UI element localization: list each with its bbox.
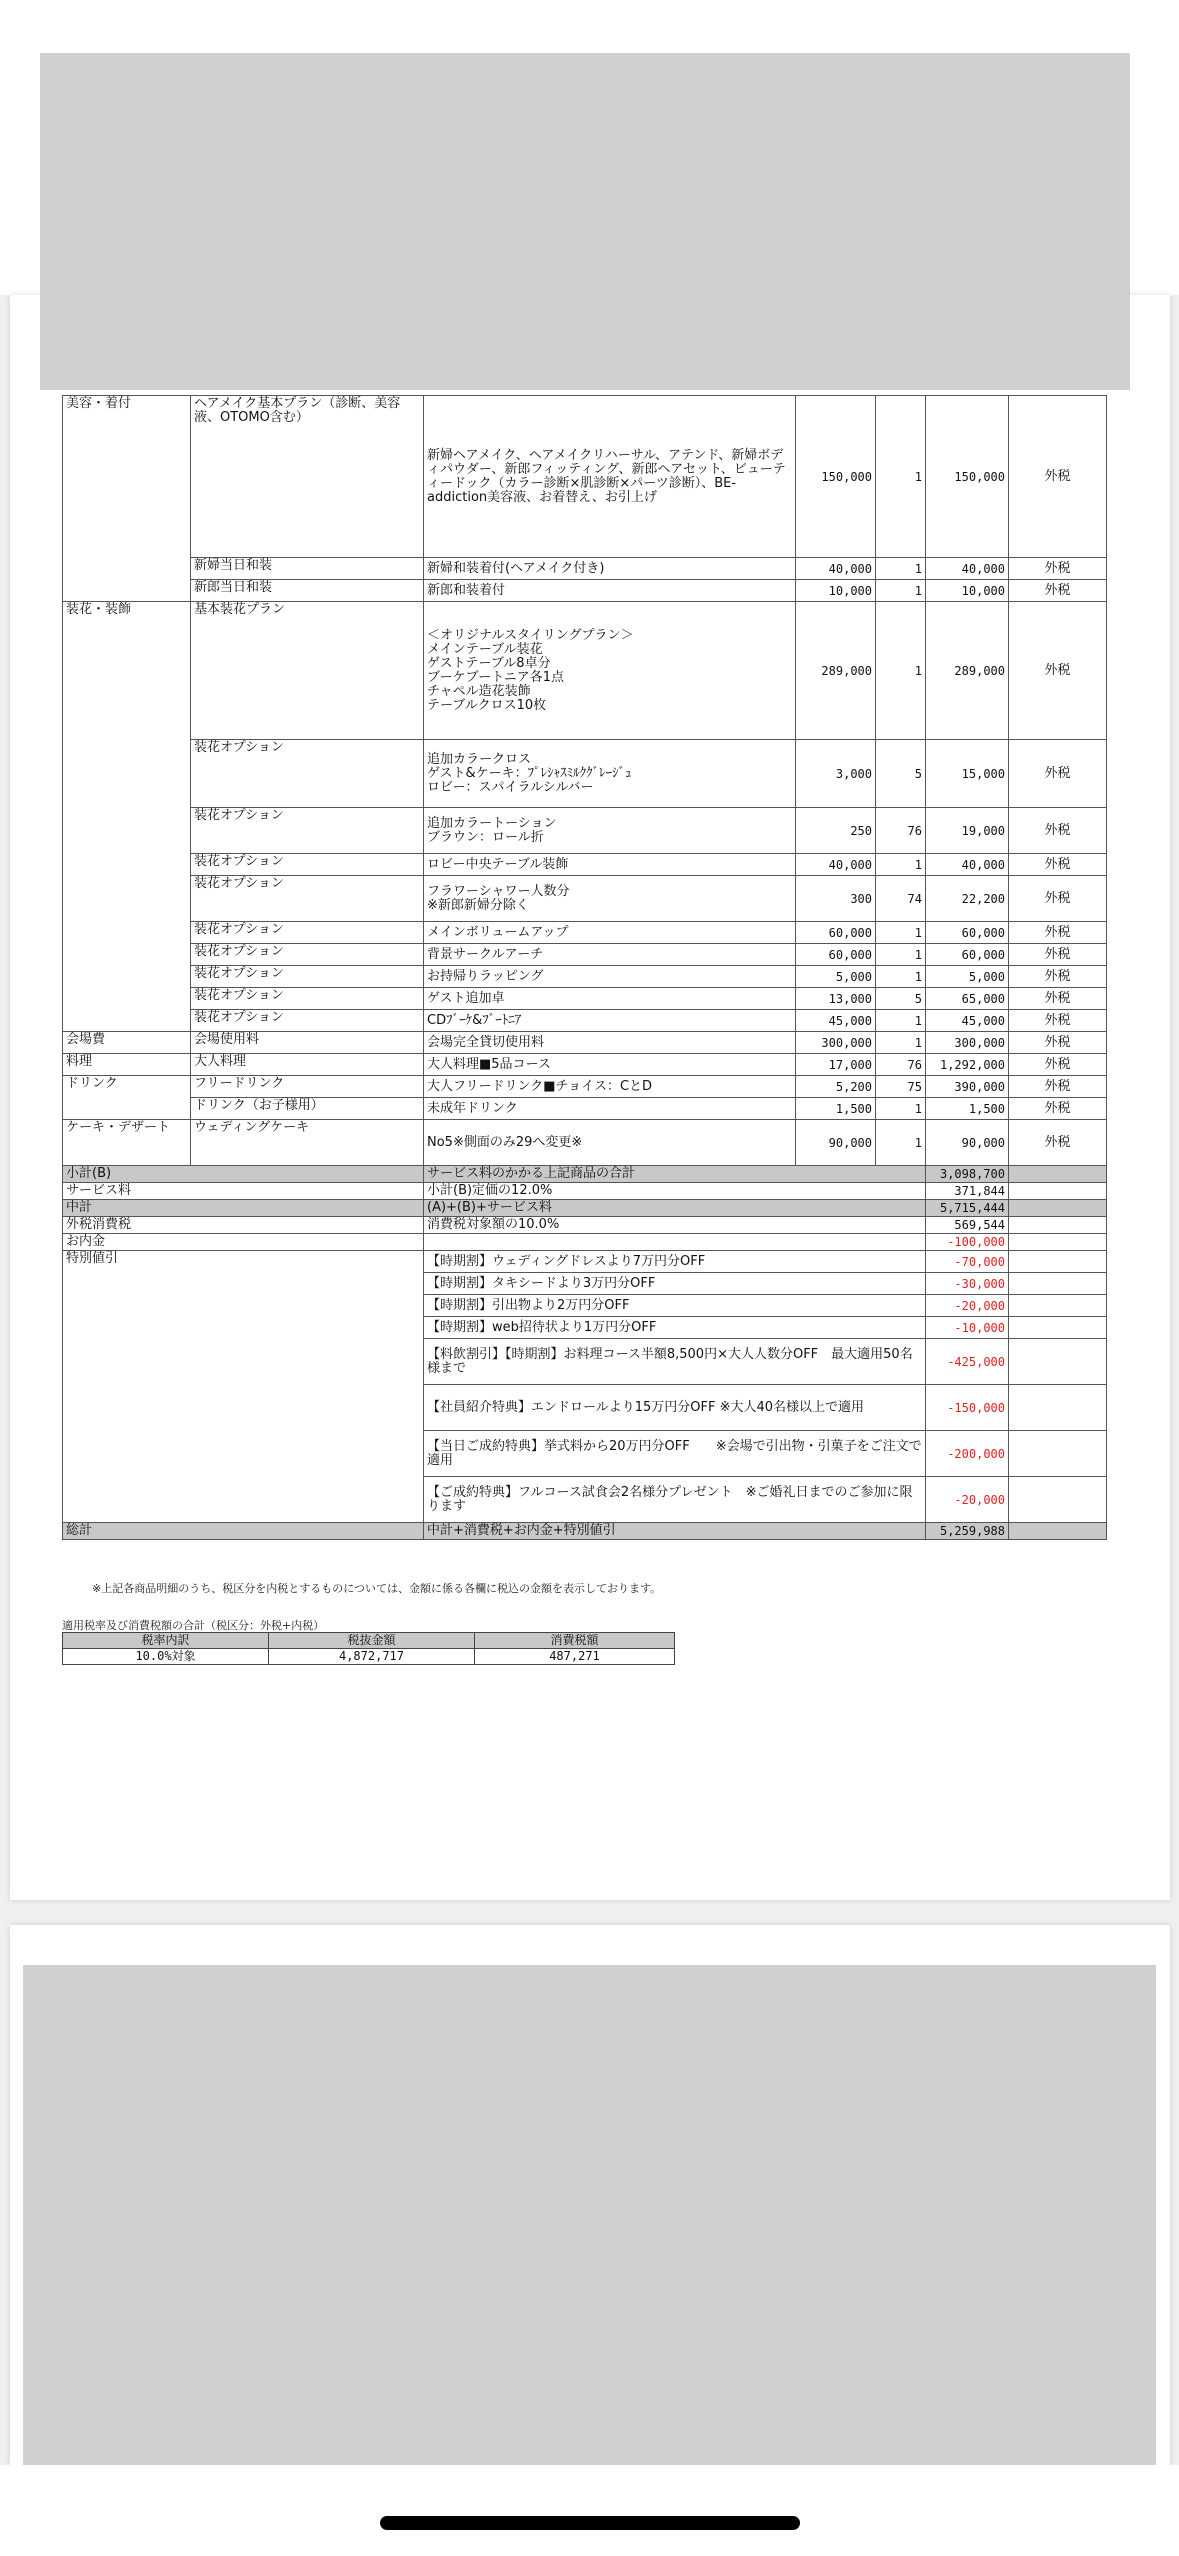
amount-cell: 19,000: [926, 808, 1009, 854]
tax-type-cell: 外税: [1009, 966, 1107, 988]
summary-blank-cell: [1009, 1200, 1107, 1217]
tax-type-cell: 外税: [1009, 854, 1107, 876]
line-item-row: [63, 876, 1107, 922]
tax-type-cell: 外税: [1009, 1076, 1107, 1098]
discount-amount-cell: -200,000: [926, 1431, 1009, 1477]
summary-row: [63, 1200, 1107, 1217]
discount-amount-cell: -20,000: [926, 1477, 1009, 1523]
summary-desc-cell: サービス料のかかる上記商品の合計: [424, 1166, 926, 1183]
tax-summary-header: [63, 1633, 675, 1649]
line-item-row: [63, 854, 1107, 876]
amount-cell: 40,000: [926, 854, 1009, 876]
tax-type-cell: 外税: [1009, 1098, 1107, 1120]
tax-type-cell: 外税: [1009, 1120, 1107, 1166]
discount-label-cell: 特別値引: [63, 1251, 424, 1523]
amount-cell: 1,292,000: [926, 1054, 1009, 1076]
amount-cell: 65,000: [926, 988, 1009, 1010]
item-name-cell: 会場使用料: [191, 1032, 424, 1054]
item-name-cell: 大人料理: [191, 1054, 424, 1076]
description-cell: 新婦和装着付(ヘアメイク付き): [424, 558, 796, 580]
tax-type-cell: 外税: [1009, 808, 1107, 854]
tax-type-cell: 外税: [1009, 396, 1107, 558]
description-cell: 大人フリードリンク■チョイス：CとD: [424, 1076, 796, 1098]
tax-type-cell: 外税: [1009, 922, 1107, 944]
tax-type-cell: 外税: [1009, 1010, 1107, 1032]
unit-price-cell: 45,000: [796, 1010, 876, 1032]
line-item-row: [63, 602, 1107, 740]
total-desc-cell: 中計+消費税+お内金+特別値引: [424, 1523, 926, 1540]
quantity-cell: 1: [876, 558, 926, 580]
description-cell: ＜オリジナルスタイリングプラン＞ メインテーブル装花 ゲストテーブル8卓分 ブーケブートニア各1点 チャペル造花装飾 テーブルクロス10枚: [424, 602, 796, 740]
category-cell: ケーキ・デザート: [63, 1120, 191, 1166]
tax-type-cell: 外税: [1009, 602, 1107, 740]
quantity-cell: 1: [876, 1120, 926, 1166]
tax-type-cell: 外税: [1009, 580, 1107, 602]
category-cell: 美容・着付: [63, 396, 191, 602]
line-item-row: [63, 944, 1107, 966]
estimate-table: [62, 395, 1107, 1540]
category-cell: 料理: [63, 1054, 191, 1076]
item-name-cell: 装花オプション: [191, 854, 424, 876]
line-item-row: [63, 1032, 1107, 1054]
summary-amount-cell: -100,000: [926, 1234, 1009, 1251]
unit-price-cell: 17,000: [796, 1054, 876, 1076]
discount-blank-cell: [1009, 1385, 1107, 1431]
item-name-cell: 装花オプション: [191, 876, 424, 922]
summary-amount-cell: 569,544: [926, 1217, 1009, 1234]
unit-price-cell: 300,000: [796, 1032, 876, 1054]
unit-price-cell: 60,000: [796, 944, 876, 966]
unit-price-cell: 5,200: [796, 1076, 876, 1098]
quantity-cell: 1: [876, 396, 926, 558]
quantity-cell: 76: [876, 808, 926, 854]
discount-amount-cell: -20,000: [926, 1295, 1009, 1317]
tax-type-cell: 外税: [1009, 876, 1107, 922]
unit-price-cell: 60,000: [796, 922, 876, 944]
item-name-cell: 装花オプション: [191, 808, 424, 854]
summary-blank-cell: [1009, 1217, 1107, 1234]
amount-cell: 300,000: [926, 1032, 1009, 1054]
line-item-row: [63, 396, 1107, 558]
line-item-row: [63, 1098, 1107, 1120]
discount-amount-cell: -30,000: [926, 1273, 1009, 1295]
quantity-cell: 5: [876, 740, 926, 808]
item-name-cell: 装花オプション: [191, 740, 424, 808]
category-cell: 装花・装飾: [63, 602, 191, 1032]
quantity-cell: 1: [876, 1098, 926, 1120]
amount-cell: 40,000: [926, 558, 1009, 580]
item-name-cell: 新郎当日和装: [191, 580, 424, 602]
summary-label-cell: 中計: [63, 1200, 424, 1217]
tax-type-cell: 外税: [1009, 988, 1107, 1010]
unit-price-cell: 289,000: [796, 602, 876, 740]
item-name-cell: ウェディングケーキ: [191, 1120, 424, 1166]
tax-type-cell: 外税: [1009, 1054, 1107, 1076]
summary-desc-cell: 消費税対象額の10.0%: [424, 1217, 926, 1234]
summary-label-cell: お内金: [63, 1234, 424, 1251]
tax-type-cell: 外税: [1009, 558, 1107, 580]
tax-summary-table: [62, 1632, 675, 1665]
quantity-cell: 1: [876, 602, 926, 740]
amount-cell: 90,000: [926, 1120, 1009, 1166]
description-cell: ゲスト追加卓: [424, 988, 796, 1010]
discount-blank-cell: [1009, 1431, 1107, 1477]
line-item-row: [63, 966, 1107, 988]
quantity-cell: 76: [876, 1054, 926, 1076]
unit-price-cell: 90,000: [796, 1120, 876, 1166]
description-cell: No5※側面のみ29へ変更※: [424, 1120, 796, 1166]
discount-desc-cell: 【当日ご成約特典】挙式料から20万円分OFF ※会場で引出物・引菓子をご注文で適用: [424, 1431, 926, 1477]
amount-cell: 22,200: [926, 876, 1009, 922]
total-label-cell: 総計: [63, 1523, 424, 1540]
home-indicator: [380, 2516, 800, 2530]
quantity-cell: 1: [876, 966, 926, 988]
tax-summary-caption: 適用税率及び消費税額の合計（税区分：外税+内税）: [62, 1619, 325, 1632]
category-cell: ドリンク: [63, 1076, 191, 1120]
item-name-cell: 基本装花プラン: [191, 602, 424, 740]
discount-desc-cell: 【料飲割引】【時期割】お料理コース半額8,500円×大人人数分OFF 最大適用50名様まで: [424, 1339, 926, 1385]
tax-type-cell: 外税: [1009, 740, 1107, 808]
summary-row: [63, 1183, 1107, 1200]
tax-type-cell: 外税: [1009, 944, 1107, 966]
discount-blank-cell: [1009, 1273, 1107, 1295]
amount-cell: 150,000: [926, 396, 1009, 558]
amount-cell: 15,000: [926, 740, 1009, 808]
description-cell: 追加カラートーション ブラウン：ロール折: [424, 808, 796, 854]
tax-note: ※上記各商品明細のうち、税区分を内税とするものについては、金額に係る各欄に税込の金額を表示しております。: [92, 1582, 662, 1595]
discount-blank-cell: [1009, 1477, 1107, 1523]
line-item-row: [63, 580, 1107, 602]
item-name-cell: フリードリンク: [191, 1076, 424, 1098]
unit-price-cell: 150,000: [796, 396, 876, 558]
unit-price-cell: 13,000: [796, 988, 876, 1010]
unit-price-cell: 3,000: [796, 740, 876, 808]
tax-summary-row: [63, 1649, 675, 1665]
summary-blank-cell: [1009, 1234, 1107, 1251]
description-cell: ロビー中央テーブル装飾: [424, 854, 796, 876]
summary-desc-cell: (A)+(B)+サービス料: [424, 1200, 926, 1217]
unit-price-cell: 5,000: [796, 966, 876, 988]
discount-amount-cell: -70,000: [926, 1251, 1009, 1273]
item-name-cell: 装花オプション: [191, 988, 424, 1010]
tax-amount-cell: 487,271: [475, 1649, 675, 1665]
quantity-cell: 1: [876, 580, 926, 602]
total-row: [63, 1523, 1107, 1540]
description-cell: 大人料理■5品コース: [424, 1054, 796, 1076]
summary-label-cell: サービス料: [63, 1183, 424, 1200]
amount-cell: 390,000: [926, 1076, 1009, 1098]
discount-amount-cell: -425,000: [926, 1339, 1009, 1385]
tax-type-cell: 外税: [1009, 1032, 1107, 1054]
line-item-row: [63, 988, 1107, 1010]
line-item-row: [63, 740, 1107, 808]
item-name-cell: 新婦当日和装: [191, 558, 424, 580]
quantity-cell: 1: [876, 854, 926, 876]
line-item-row: [63, 922, 1107, 944]
summary-blank-cell: [1009, 1166, 1107, 1183]
discount-blank-cell: [1009, 1295, 1107, 1317]
line-item-row: [63, 1010, 1107, 1032]
tax-header-cell: 消費税額: [475, 1633, 675, 1649]
amount-cell: 5,000: [926, 966, 1009, 988]
amount-cell: 60,000: [926, 922, 1009, 944]
description-cell: 新婦ヘアメイク、ヘアメイクリハーサル、アテンド、新婦ボディパウダー、新郎フィッティング、新郎ヘアセット、ビューティードック（カラー診断×肌診断×パーツ診断）、BE-addiction美容液、お着替え、お引上げ: [424, 396, 796, 558]
total-amount-cell: 5,259,988: [926, 1523, 1009, 1540]
amount-cell: 289,000: [926, 602, 1009, 740]
unit-price-cell: 300: [796, 876, 876, 922]
quantity-cell: 1: [876, 1010, 926, 1032]
item-name-cell: 装花オプション: [191, 1010, 424, 1032]
discount-blank-cell: [1009, 1317, 1107, 1339]
summary-amount-cell: 3,098,700: [926, 1166, 1009, 1183]
description-cell: CDﾌﾞｰｹ&ﾌﾞｰﾄﾆｱ: [424, 1010, 796, 1032]
discount-desc-cell: 【社員紹介特典】エンドロールより15万円分OFF ※大人40名様以上で適用: [424, 1385, 926, 1431]
description-cell: 追加カラークロス ゲスト&ケーキ：ﾌﾟﾚｼｬｽﾐﾙｸｸﾞﾚｰｼﾞｭ ロビー：スパイラルシルバー: [424, 740, 796, 808]
item-name-cell: 装花オプション: [191, 922, 424, 944]
unit-price-cell: 40,000: [796, 558, 876, 580]
line-item-row: [63, 808, 1107, 854]
unit-price-cell: 10,000: [796, 580, 876, 602]
amount-cell: 10,000: [926, 580, 1009, 602]
quantity-cell: 75: [876, 1076, 926, 1098]
discount-blank-cell: [1009, 1339, 1107, 1385]
summary-blank-cell: [1009, 1183, 1107, 1200]
line-item-row: [63, 558, 1107, 580]
total-blank-cell: [1009, 1523, 1107, 1540]
amount-cell: 1,500: [926, 1098, 1009, 1120]
discount-row: [63, 1251, 1107, 1273]
discount-desc-cell: 【時期割】web招待状より1万円分OFF: [424, 1317, 926, 1339]
summary-amount-cell: 5,715,444: [926, 1200, 1009, 1217]
tax-excl-amount-cell: 4,872,717: [269, 1649, 475, 1665]
summary-desc-cell: 小計(B)定価の12.0%: [424, 1183, 926, 1200]
unit-price-cell: 40,000: [796, 854, 876, 876]
quantity-cell: 1: [876, 944, 926, 966]
amount-cell: 60,000: [926, 944, 1009, 966]
unit-price-cell: 1,500: [796, 1098, 876, 1120]
discount-amount-cell: -150,000: [926, 1385, 1009, 1431]
description-cell: 背景サークルアーチ: [424, 944, 796, 966]
description-cell: メインボリュームアップ: [424, 922, 796, 944]
discount-desc-cell: 【時期割】タキシードより3万円分OFF: [424, 1273, 926, 1295]
description-cell: フラワーシャワー人数分 ※新郎新婦分除く: [424, 876, 796, 922]
summary-row: [63, 1166, 1107, 1183]
unit-price-cell: 250: [796, 808, 876, 854]
discount-desc-cell: 【ご成約特典】フルコース試食会2名様分プレゼント ※ご婚礼日までのご参加に限ります: [424, 1477, 926, 1523]
summary-desc-cell: [424, 1234, 926, 1251]
line-item-row: [63, 1054, 1107, 1076]
description-cell: 未成年ドリンク: [424, 1098, 796, 1120]
item-name-cell: 装花オプション: [191, 966, 424, 988]
quantity-cell: 1: [876, 1032, 926, 1054]
description-cell: お持帰りラッピング: [424, 966, 796, 988]
quantity-cell: 5: [876, 988, 926, 1010]
line-item-row: [63, 1120, 1107, 1166]
quantity-cell: 1: [876, 922, 926, 944]
redacted-page-block: [23, 1965, 1156, 2465]
description-cell: 会場完全貸切使用料: [424, 1032, 796, 1054]
discount-blank-cell: [1009, 1251, 1107, 1273]
summary-label-cell: 小計(B): [63, 1166, 424, 1183]
summary-label-cell: 外税消費税: [63, 1217, 424, 1234]
description-cell: 新郎和装着付: [424, 580, 796, 602]
tax-header-cell: 税率内訳: [63, 1633, 269, 1649]
line-item-row: [63, 1076, 1107, 1098]
summary-row: [63, 1217, 1107, 1234]
bottom-background: [0, 2465, 1179, 2556]
quantity-cell: 74: [876, 876, 926, 922]
amount-cell: 45,000: [926, 1010, 1009, 1032]
item-name-cell: ヘアメイク基本プラン（診断、美容液、OTOMO含む）: [191, 396, 424, 558]
item-name-cell: ドリンク（お子様用）: [191, 1098, 424, 1120]
discount-desc-cell: 【時期割】ウェディングドレスより7万円分OFF: [424, 1251, 926, 1273]
redacted-header-block: [40, 53, 1130, 390]
discount-amount-cell: -10,000: [926, 1317, 1009, 1339]
summary-amount-cell: 371,844: [926, 1183, 1009, 1200]
tax-header-cell: 税抜金額: [269, 1633, 475, 1649]
category-cell: 会場費: [63, 1032, 191, 1054]
tax-rate-cell: 10.0%対象: [63, 1649, 269, 1665]
discount-desc-cell: 【時期割】引出物より2万円分OFF: [424, 1295, 926, 1317]
item-name-cell: 装花オプション: [191, 944, 424, 966]
summary-row: [63, 1234, 1107, 1251]
